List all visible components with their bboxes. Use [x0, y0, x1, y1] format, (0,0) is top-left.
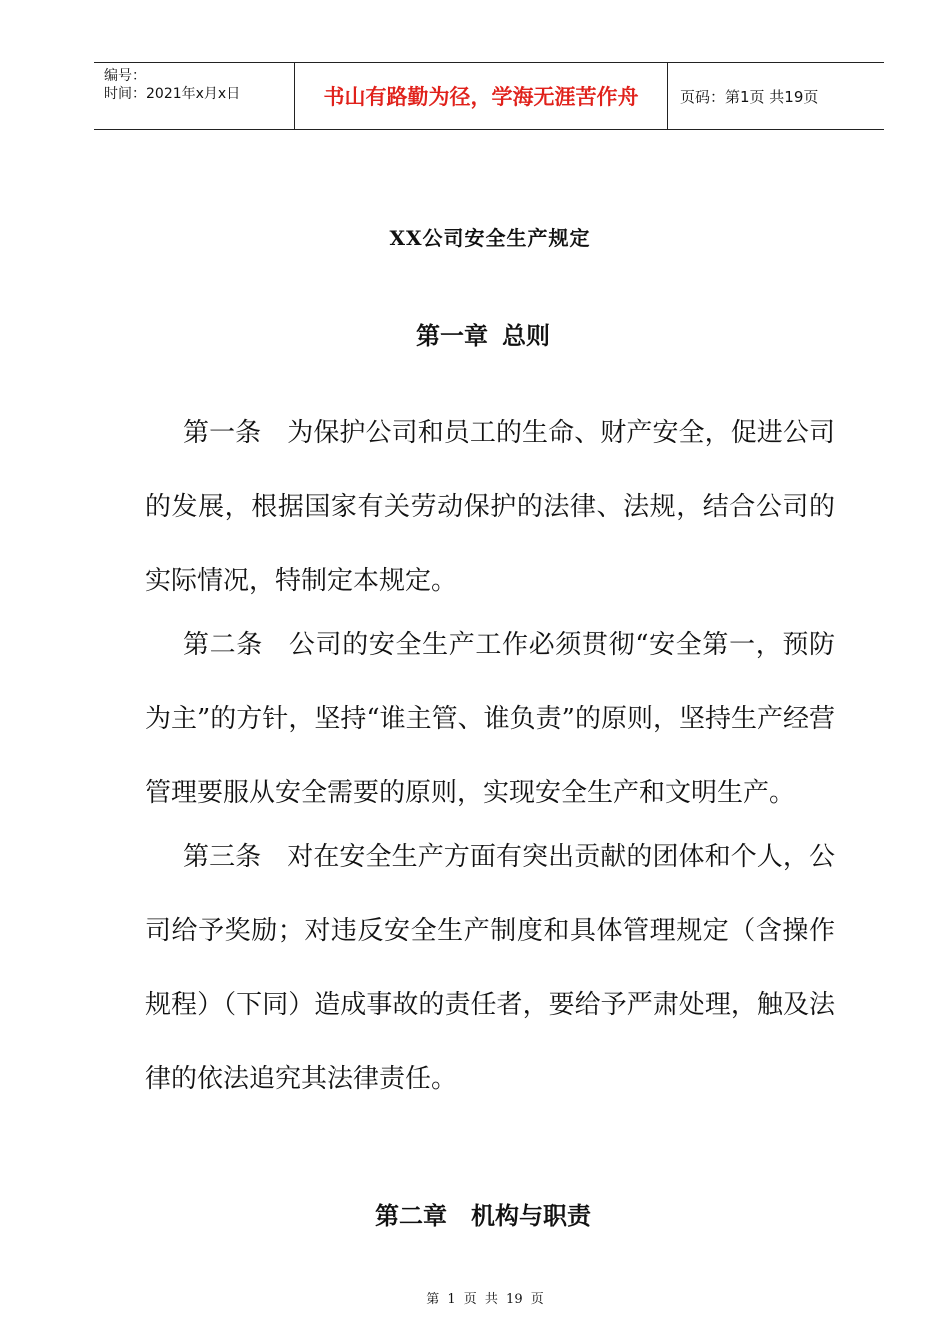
chapter-name: 总则 [502, 322, 550, 350]
article-text: 对在安全生产方面有突出贡献的团体和个人，公司给予奖励；对违反安全生产制度和具体管理规定（含操作规程）（下同）造成事故的责任者，要给予严肃处理，触及法律的依法追究其法律责任。 [145, 842, 835, 1094]
chapter-heading-2 [0, 1196, 950, 1231]
document-title: XX公司安全生产规定 [389, 226, 591, 250]
article-label: 第一条 [183, 418, 262, 448]
chapter-number: 第一章 [416, 322, 488, 350]
page-header [94, 62, 884, 130]
chapter-name: 机构与职责 [471, 1202, 591, 1230]
motto-text: 书山有路勤为径，学海无涯苦作舟 [323, 85, 639, 109]
article-1 [145, 396, 835, 618]
chapter-heading-1 [0, 316, 950, 351]
time-label: 时间：2021年x月x日 [104, 86, 241, 102]
article-label: 第二条 [183, 630, 263, 660]
article-text: 公司的安全生产工作必须贯彻“安全第一，预防为主”的方针，坚持“谁主管、谁负责”的原则，坚持生产经营管理要服从安全需要的原则，实现安全生产和文明生产。 [145, 630, 835, 808]
page-footer: 第 1 页 共 19 页 [426, 1292, 544, 1307]
article-3 [145, 820, 835, 1116]
article-label: 第三条 [183, 842, 262, 872]
header-motto [295, 63, 668, 129]
chapter-number: 第二章 [375, 1202, 447, 1230]
article-2 [145, 608, 835, 830]
header-page-info [668, 63, 884, 129]
article-text: 为保护公司和员工的生命、财产安全，促进公司的发展，根据国家有关劳动保护的法律、法规，结合公司的实际情况，特制定本规定。 [145, 418, 835, 596]
page-info-text: 页码：第1页 共19页 [680, 87, 819, 106]
number-label: 编号： [104, 68, 146, 84]
header-meta [94, 63, 295, 129]
